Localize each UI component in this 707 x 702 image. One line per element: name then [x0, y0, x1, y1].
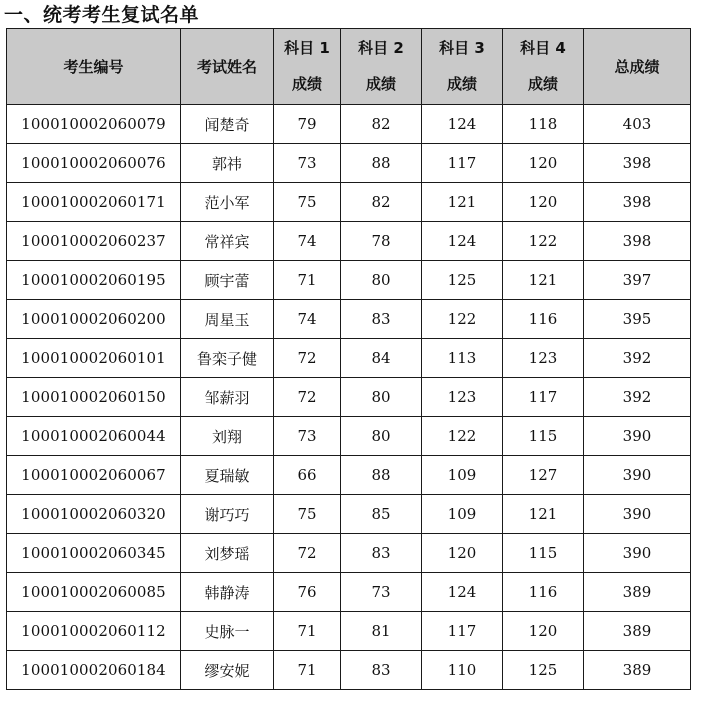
- cell-subject-3: 110: [422, 651, 503, 690]
- cell-candidate-id: 100010002060195: [7, 261, 181, 300]
- cell-subject-1: 74: [274, 222, 341, 261]
- cell-candidate-name: 谢巧巧: [181, 495, 274, 534]
- cell-candidate-name: 夏瑞敏: [181, 456, 274, 495]
- cell-subject-2: 82: [341, 183, 422, 222]
- cell-subject-1: 72: [274, 378, 341, 417]
- header-subject-2: [341, 29, 422, 105]
- cell-subject-3: 124: [422, 105, 503, 144]
- cell-subject-4: 117: [503, 378, 584, 417]
- cell-candidate-name: 邹薪羽: [181, 378, 274, 417]
- cell-subject-4: 121: [503, 261, 584, 300]
- cell-subject-4: 115: [503, 417, 584, 456]
- cell-subject-4: 120: [503, 144, 584, 183]
- cell-subject-2: 83: [341, 300, 422, 339]
- header-subject-2-line2: 成绩: [365, 75, 396, 93]
- cell-candidate-name: 周星玉: [181, 300, 274, 339]
- cell-subject-2: 83: [341, 651, 422, 690]
- header-total-score: 总成绩: [584, 29, 691, 105]
- cell-candidate-name: 鲁栾子健: [181, 339, 274, 378]
- cell-total-score: 398: [584, 183, 691, 222]
- cell-subject-1: 73: [274, 417, 341, 456]
- cell-candidate-name: 刘翔: [181, 417, 274, 456]
- table-row: [7, 183, 691, 222]
- cell-candidate-id: 100010002060320: [7, 495, 181, 534]
- cell-total-score: 395: [584, 300, 691, 339]
- cell-subject-1: 79: [274, 105, 341, 144]
- cell-subject-1: 76: [274, 573, 341, 612]
- cell-subject-1: 74: [274, 300, 341, 339]
- cell-subject-4: 116: [503, 573, 584, 612]
- cell-subject-3: 109: [422, 495, 503, 534]
- cell-candidate-id: 100010002060112: [7, 612, 181, 651]
- cell-candidate-id: 100010002060067: [7, 456, 181, 495]
- header-subject-3: [422, 29, 503, 105]
- table-row: [7, 222, 691, 261]
- cell-total-score: 390: [584, 456, 691, 495]
- cell-subject-2: 82: [341, 105, 422, 144]
- cell-subject-2: 80: [341, 378, 422, 417]
- cell-subject-4: 120: [503, 612, 584, 651]
- cell-candidate-id: 100010002060237: [7, 222, 181, 261]
- cell-subject-2: 83: [341, 534, 422, 573]
- table-row: [7, 417, 691, 456]
- cell-subject-1: 72: [274, 339, 341, 378]
- cell-subject-1: 71: [274, 651, 341, 690]
- table-row: [7, 378, 691, 417]
- cell-total-score: 390: [584, 495, 691, 534]
- cell-subject-3: 117: [422, 612, 503, 651]
- header-subject-3-line2: 成绩: [446, 75, 477, 93]
- header-subject-3-line1: 科目 3: [439, 39, 485, 57]
- cell-total-score: 389: [584, 573, 691, 612]
- cell-subject-1: 75: [274, 183, 341, 222]
- cell-subject-3: 125: [422, 261, 503, 300]
- header-subject-1: [274, 29, 341, 105]
- cell-candidate-id: 100010002060085: [7, 573, 181, 612]
- cell-total-score: 390: [584, 417, 691, 456]
- cell-subject-2: 80: [341, 417, 422, 456]
- cell-subject-4: 123: [503, 339, 584, 378]
- cell-total-score: 398: [584, 144, 691, 183]
- cell-subject-3: 124: [422, 573, 503, 612]
- candidate-table: [6, 28, 691, 690]
- cell-candidate-name: 刘梦瑶: [181, 534, 274, 573]
- cell-total-score: 390: [584, 534, 691, 573]
- header-candidate-id: 考生编号: [7, 29, 181, 105]
- cell-candidate-id: 100010002060079: [7, 105, 181, 144]
- cell-total-score: 392: [584, 339, 691, 378]
- cell-subject-4: 118: [503, 105, 584, 144]
- cell-candidate-id: 100010002060184: [7, 651, 181, 690]
- cell-subject-3: 122: [422, 417, 503, 456]
- table-row: [7, 573, 691, 612]
- cell-subject-3: 120: [422, 534, 503, 573]
- table-row: [7, 300, 691, 339]
- cell-subject-2: 78: [341, 222, 422, 261]
- table-row: [7, 456, 691, 495]
- cell-subject-2: 88: [341, 456, 422, 495]
- cell-subject-1: 66: [274, 456, 341, 495]
- header-subject-2-line1: 科目 2: [358, 39, 404, 57]
- cell-subject-1: 75: [274, 495, 341, 534]
- cell-candidate-id: 100010002060345: [7, 534, 181, 573]
- cell-candidate-id: 100010002060150: [7, 378, 181, 417]
- cell-subject-2: 88: [341, 144, 422, 183]
- cell-subject-4: 121: [503, 495, 584, 534]
- table-row: [7, 105, 691, 144]
- cell-subject-4: 125: [503, 651, 584, 690]
- cell-candidate-id: 100010002060076: [7, 144, 181, 183]
- table-row: [7, 612, 691, 651]
- cell-subject-4: 115: [503, 534, 584, 573]
- table-row: [7, 339, 691, 378]
- cell-subject-4: 127: [503, 456, 584, 495]
- cell-subject-2: 85: [341, 495, 422, 534]
- cell-total-score: 389: [584, 651, 691, 690]
- cell-subject-2: 84: [341, 339, 422, 378]
- cell-total-score: 398: [584, 222, 691, 261]
- cell-candidate-name: 缪安妮: [181, 651, 274, 690]
- cell-candidate-name: 史脉一: [181, 612, 274, 651]
- cell-subject-4: 116: [503, 300, 584, 339]
- cell-subject-2: 81: [341, 612, 422, 651]
- cell-subject-1: 71: [274, 612, 341, 651]
- section-title: 一、统考考生复试名单: [4, 4, 200, 26]
- cell-subject-3: 109: [422, 456, 503, 495]
- table-row: [7, 534, 691, 573]
- header-subject-4-line2: 成绩: [527, 75, 558, 93]
- cell-subject-3: 124: [422, 222, 503, 261]
- cell-subject-4: 120: [503, 183, 584, 222]
- cell-subject-3: 122: [422, 300, 503, 339]
- cell-subject-3: 113: [422, 339, 503, 378]
- cell-subject-1: 73: [274, 144, 341, 183]
- cell-subject-4: 122: [503, 222, 584, 261]
- header-candidate-name: 考试姓名: [181, 29, 274, 105]
- header-subject-4-line1: 科目 4: [520, 39, 566, 57]
- table-row: [7, 495, 691, 534]
- cell-subject-2: 73: [341, 573, 422, 612]
- cell-candidate-name: 韩静涛: [181, 573, 274, 612]
- cell-candidate-name: 范小军: [181, 183, 274, 222]
- cell-subject-3: 123: [422, 378, 503, 417]
- header-subject-1-line2: 成绩: [291, 75, 322, 93]
- cell-candidate-id: 100010002060200: [7, 300, 181, 339]
- cell-candidate-id: 100010002060171: [7, 183, 181, 222]
- cell-total-score: 397: [584, 261, 691, 300]
- cell-total-score: 403: [584, 105, 691, 144]
- cell-subject-3: 117: [422, 144, 503, 183]
- table-row: [7, 144, 691, 183]
- cell-total-score: 389: [584, 612, 691, 651]
- table-row: [7, 261, 691, 300]
- cell-candidate-name: 常祥宾: [181, 222, 274, 261]
- table-header-row: [7, 29, 691, 105]
- cell-candidate-name: 顾宇蕾: [181, 261, 274, 300]
- header-subject-4: [503, 29, 584, 105]
- table-row: [7, 651, 691, 690]
- cell-subject-2: 80: [341, 261, 422, 300]
- cell-subject-1: 71: [274, 261, 341, 300]
- cell-candidate-name: 郭祎: [181, 144, 274, 183]
- header-subject-1-line1: 科目 1: [284, 39, 330, 57]
- cell-subject-1: 72: [274, 534, 341, 573]
- cell-candidate-name: 闻楚奇: [181, 105, 274, 144]
- cell-candidate-id: 100010002060044: [7, 417, 181, 456]
- cell-subject-3: 121: [422, 183, 503, 222]
- cell-candidate-id: 100010002060101: [7, 339, 181, 378]
- cell-total-score: 392: [584, 378, 691, 417]
